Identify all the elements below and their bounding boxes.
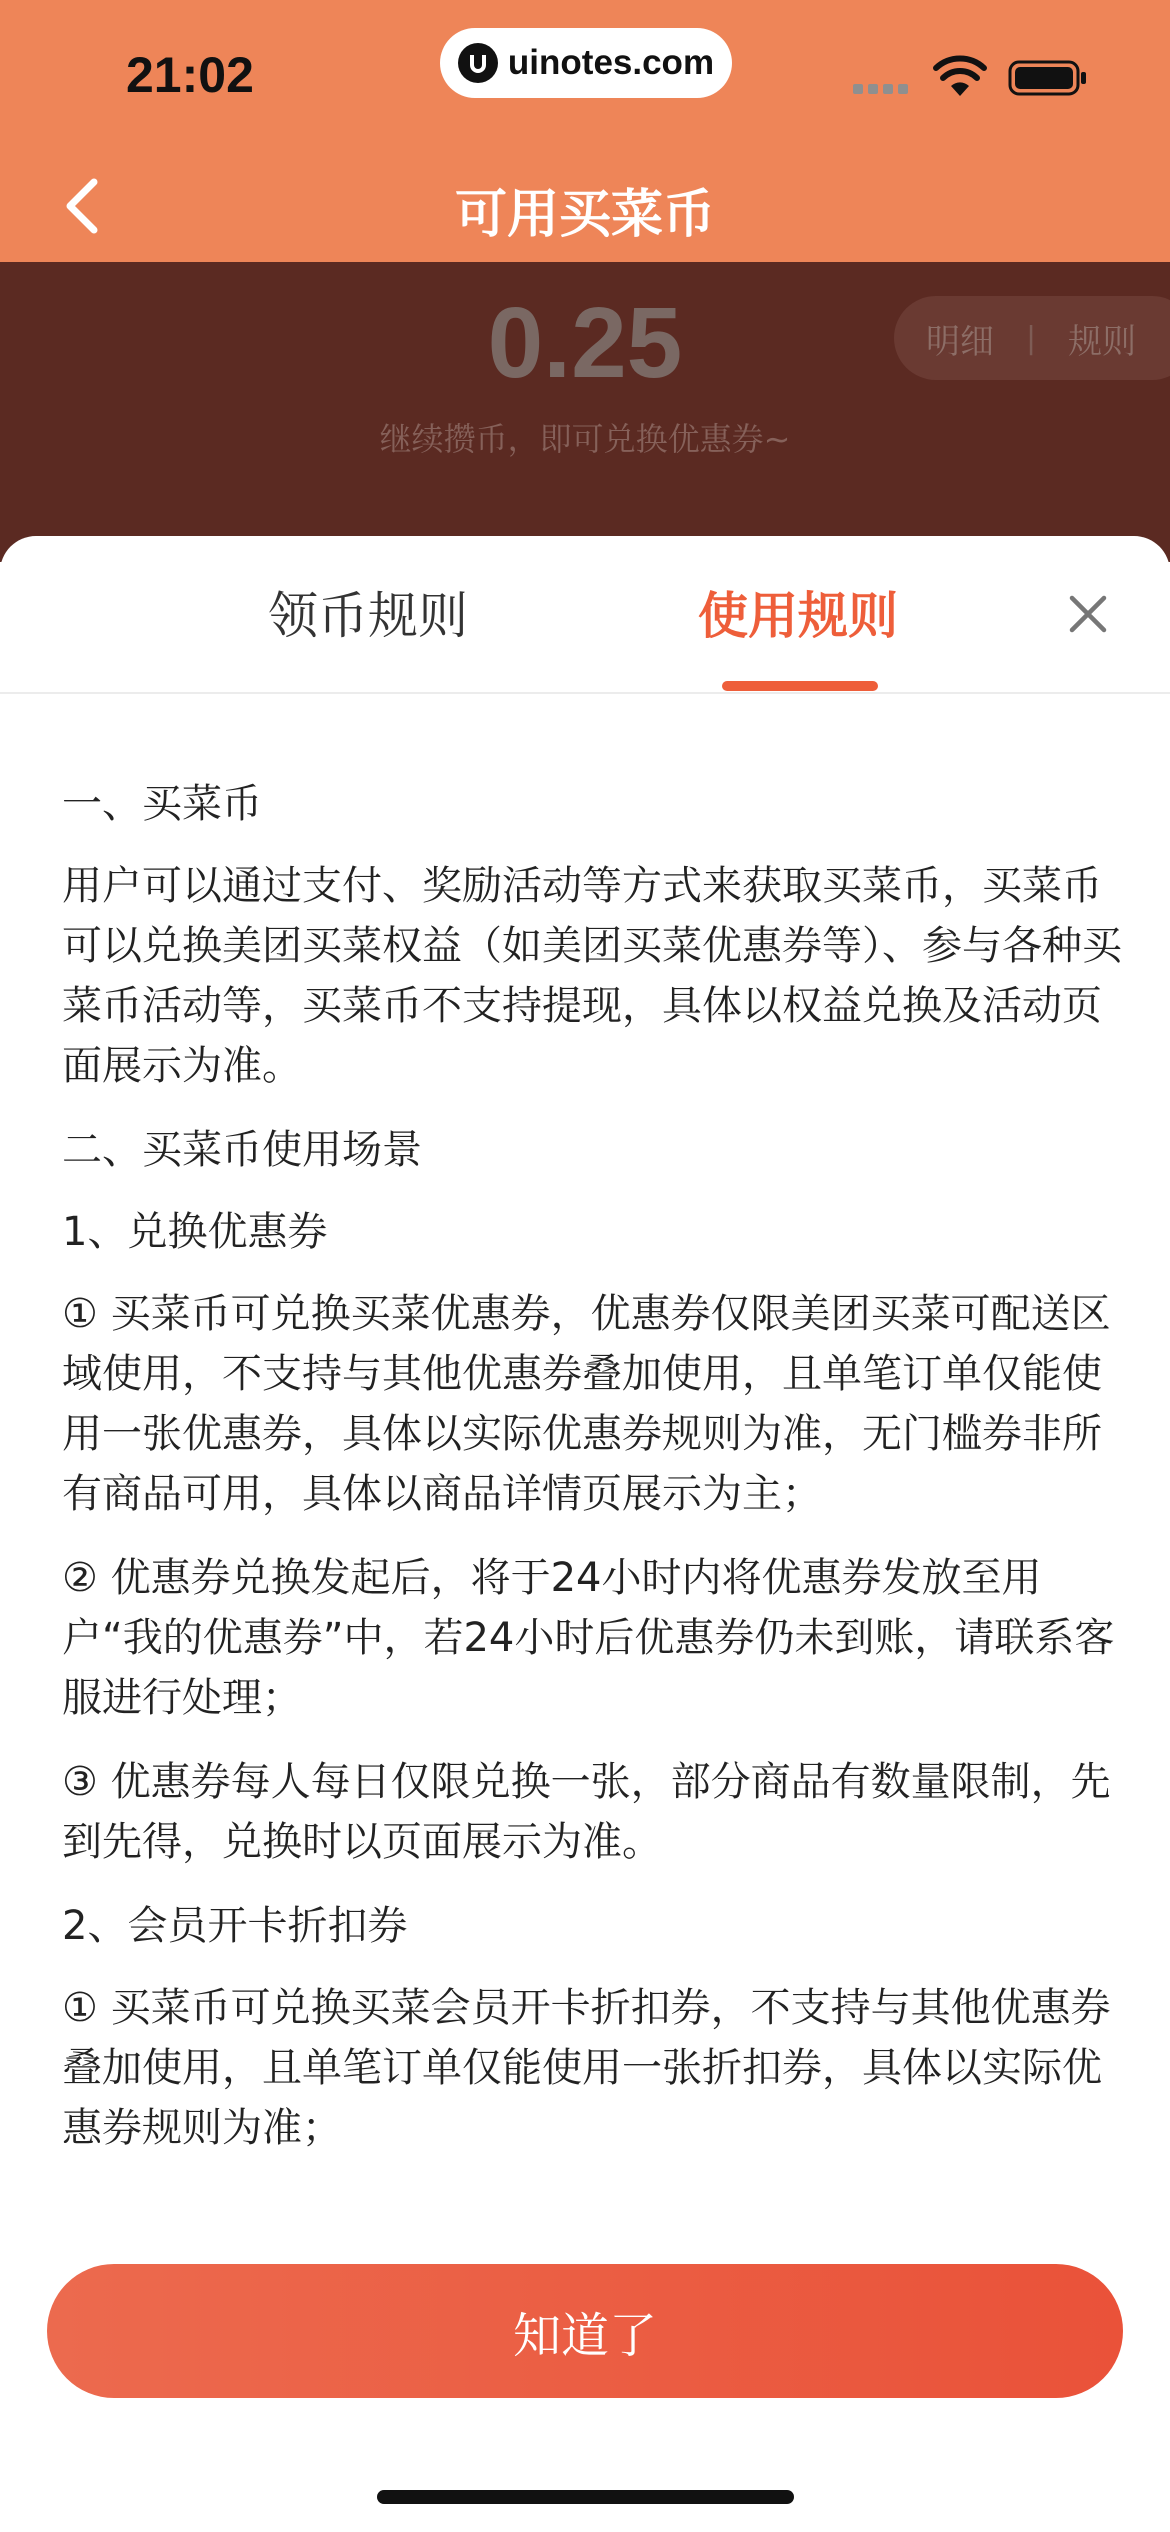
- rule-paragraph: ① 买菜币可兑换买菜优惠券，优惠券仅限美团买菜可配送区域使用，不支持与其他优惠券叠加使用，且单笔订单仅能使用一张优惠券，具体以实际优惠券规则为准，无门槛券非所有商品可用，具体以商品详情页展示为主；: [62, 1291, 1111, 1517]
- wifi-icon: [933, 54, 987, 98]
- coin-hint: 继续攒币，即可兑换优惠券~: [379, 420, 791, 458]
- status-bar: [0, 0, 1170, 150]
- rule-paragraph: ② 优惠券兑换发起后，将于24小时内将优惠券发放至用户“我的优惠券”中，若24小时后优惠券仍未到账，请联系客服进行处理；: [62, 1555, 1115, 1721]
- tab-earn-rules[interactable]: 领币规则: [268, 587, 468, 645]
- rules-tabs: [0, 536, 1170, 694]
- detail-link[interactable]: 明细: [926, 321, 994, 362]
- balance-panel: [0, 262, 1170, 562]
- nav-bar: [0, 150, 1170, 262]
- rule-paragraph: ③ 优惠券每人每日仅限兑换一张，部分商品有数量限制，先到先得，兑换时以页面展示为准。: [62, 1759, 1111, 1865]
- subsection-heading: 2、会员开卡折扣券: [62, 1903, 408, 1949]
- status-time: 21:02: [126, 47, 254, 103]
- active-tab-indicator: [722, 681, 878, 691]
- site-logo-icon: [458, 43, 498, 83]
- rules-content: [62, 774, 1122, 2182]
- page-title: 可用买菜币: [454, 185, 715, 245]
- rules-link[interactable]: 规则: [1068, 321, 1137, 362]
- subsection-heading: 1、兑换优惠券: [62, 1209, 328, 1255]
- rule-paragraph: 用户可以通过支付、奖励活动等方式来获取买菜币，买菜币可以兑换美团买菜权益（如美团买菜优惠券等）、参与各种买菜币活动等，买菜币不支持提现，具体以权益兑换及活动页面展示为准。: [62, 863, 1122, 1089]
- cellular-signal-icon: [853, 84, 908, 94]
- battery-icon: [1008, 60, 1088, 96]
- rule-paragraph: ① 买菜币可兑换买菜会员开卡折扣券，不支持与其他优惠券叠加使用，且单笔订单仅能使用一张折扣券，具体以实际优惠券规则为准；: [62, 1985, 1111, 2151]
- tab-use-rules[interactable]: 使用规则: [698, 587, 898, 645]
- close-button[interactable]: [1058, 584, 1118, 644]
- rules-sheet: [0, 536, 1170, 2532]
- coin-balance: 0.25: [487, 287, 683, 399]
- url-text: uinotes.com: [507, 43, 715, 82]
- pill-separator: |: [1026, 320, 1037, 356]
- close-icon: [1058, 584, 1118, 644]
- detail-rules-pill: [894, 296, 1170, 380]
- confirm-button[interactable]: 知道了: [47, 2264, 1123, 2398]
- home-indicator[interactable]: [377, 2490, 794, 2504]
- section-heading: 一、买菜币: [62, 781, 262, 827]
- url-pill[interactable]: [440, 28, 732, 98]
- section-heading: 二、买菜币使用场景: [62, 1127, 422, 1173]
